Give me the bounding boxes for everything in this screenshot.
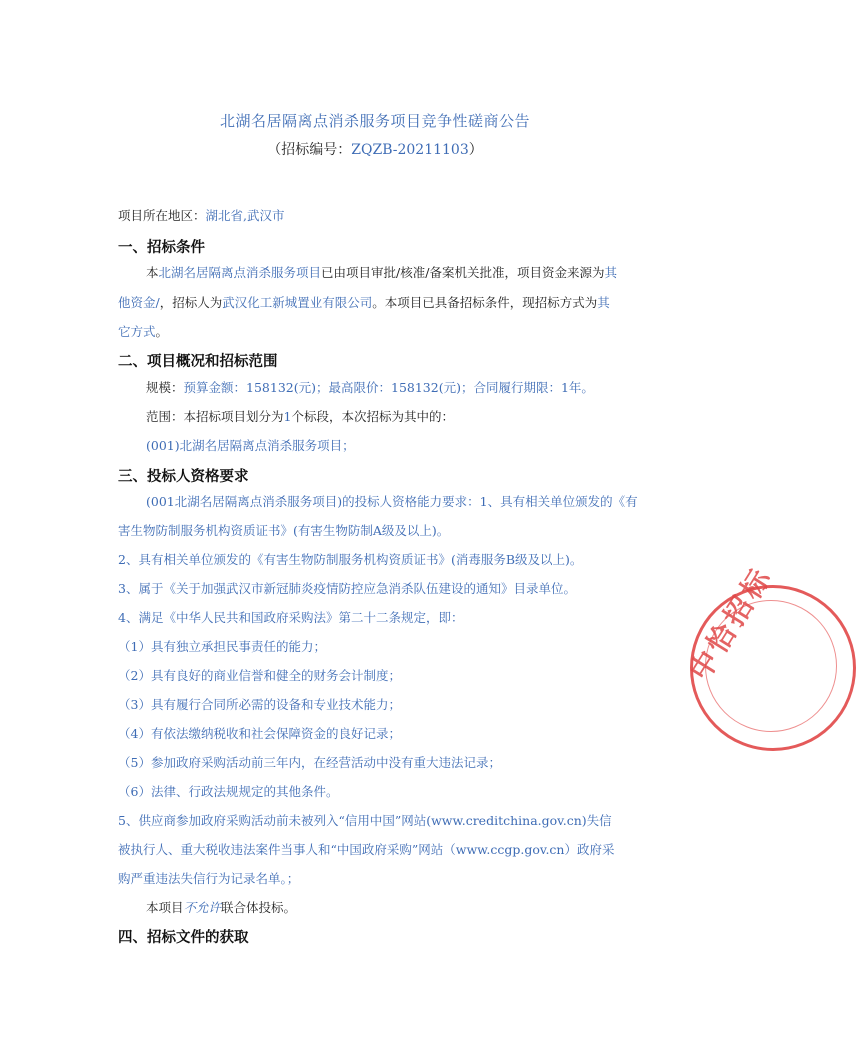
tender-method: 它方式	[118, 324, 156, 339]
scale-value: 预算金额：158132(元)；最高限价：158132(元)；合同履行期限：1年。	[183, 380, 594, 395]
qual-2: 2、具有相关单位颁发的《有害生物防制服务机构资质证书》(消毒服务B级及以上)。	[118, 552, 583, 567]
qual-item-5: （5）参加政府采购活动前三年内，在经营活动中没有重大违法记录；	[118, 755, 501, 770]
text: 范围：本招标项目划分为	[146, 409, 284, 424]
qual-4: 4、满足《中华人民共和国政府采购法》第二十二条规定，即：	[118, 610, 464, 625]
section-heading-4: 四、招标文件的获取	[118, 930, 249, 946]
qual-5b: 被执行人、重大税收违法案件当事人和“中国政府采购”网站（www.ccgp.gov.cn）政府采	[118, 842, 615, 857]
qual-item-6: （6）法律、行政法规规定的其他条件。	[118, 784, 339, 799]
qual-item-2: （2）具有良好的商业信誉和健全的财务会计制度；	[118, 668, 401, 683]
subtitle-suffix: ）	[468, 142, 483, 158]
scale-line	[146, 379, 638, 397]
section-heading-3: 三、投标人资格要求	[118, 469, 249, 485]
text: 本项目	[146, 900, 184, 915]
qual-item-1: （1）具有独立承担民事责任的能力；	[118, 639, 326, 654]
tenderer-name: 武汉化工新城置业有限公司	[222, 295, 373, 310]
section-heading-2: 二、项目概况和招标范围	[118, 354, 278, 370]
s1-para-line-1	[146, 264, 638, 282]
page-title: 北湖名居隔离点消杀服务项目竞争性磋商公告	[219, 112, 530, 130]
joint-bid-status: 不允许	[183, 900, 222, 915]
tender-number	[0, 139, 750, 159]
range-line	[146, 408, 638, 426]
s1-para-line-3	[118, 323, 638, 341]
text: 联合体投标。	[221, 900, 297, 915]
qual-3: 3、属于《关于加强武汉市新冠肺炎疫情防控应急消杀队伍建设的通知》目录单位。	[118, 581, 576, 596]
text: 个标段，本次招标为其中的：	[291, 409, 454, 424]
lot-line: (001)北湖名居隔离点消杀服务项目；	[146, 438, 355, 453]
qual-item-4: （4）有依法缴纳税收和社会保障资金的良好记录；	[118, 726, 401, 741]
fund-source: 其	[604, 265, 617, 280]
text: 已由项目审批/核准/备案机关批准，项目资金来源为	[321, 265, 605, 280]
qual-5c: 购严重违法失信行为记录名单。；	[118, 871, 300, 886]
text: 。	[155, 324, 169, 339]
seal-text: 中恰招标	[683, 560, 779, 687]
project-name: 北湖名居隔离点消杀服务项目	[158, 265, 322, 280]
lot-count: 1	[283, 409, 292, 424]
qual-5a: 5、供应商参加政府采购活动前未被列入“信用中国”网站(www.creditchina.gov.cn)失信	[118, 813, 612, 828]
tender-method: 其	[597, 295, 610, 310]
project-region	[118, 207, 638, 225]
qual-item-3: （3）具有履行合同所必需的设备和专业技术能力；	[118, 697, 401, 712]
s1-para-line-2	[118, 294, 638, 312]
text: 。本项目已具备招标条件，现招标方式为	[372, 295, 598, 310]
subtitle-prefix: （招标编号：	[267, 142, 352, 158]
qual-1a: (001北湖名居隔离点消杀服务项目)的投标人资格能力要求：1、具有相关单位颁发的《有	[146, 494, 638, 509]
text: 本	[146, 265, 159, 280]
qual-1b: 害生物防制服务机构资质证书》(有害生物防制A级及以上)。	[118, 523, 450, 538]
text: ，招标人为	[159, 295, 223, 310]
fund-source: 他资金/	[118, 295, 160, 310]
region-label: 项目所在地区：	[118, 208, 206, 223]
joint-bid-line	[146, 899, 638, 917]
tender-code: ZQZB-20211103	[351, 142, 469, 158]
section-heading-1: 一、招标条件	[118, 240, 205, 256]
scale-label: 规模：	[146, 380, 184, 395]
seal-stamp	[683, 560, 856, 751]
region-value: 湖北省,武汉市	[205, 208, 285, 223]
